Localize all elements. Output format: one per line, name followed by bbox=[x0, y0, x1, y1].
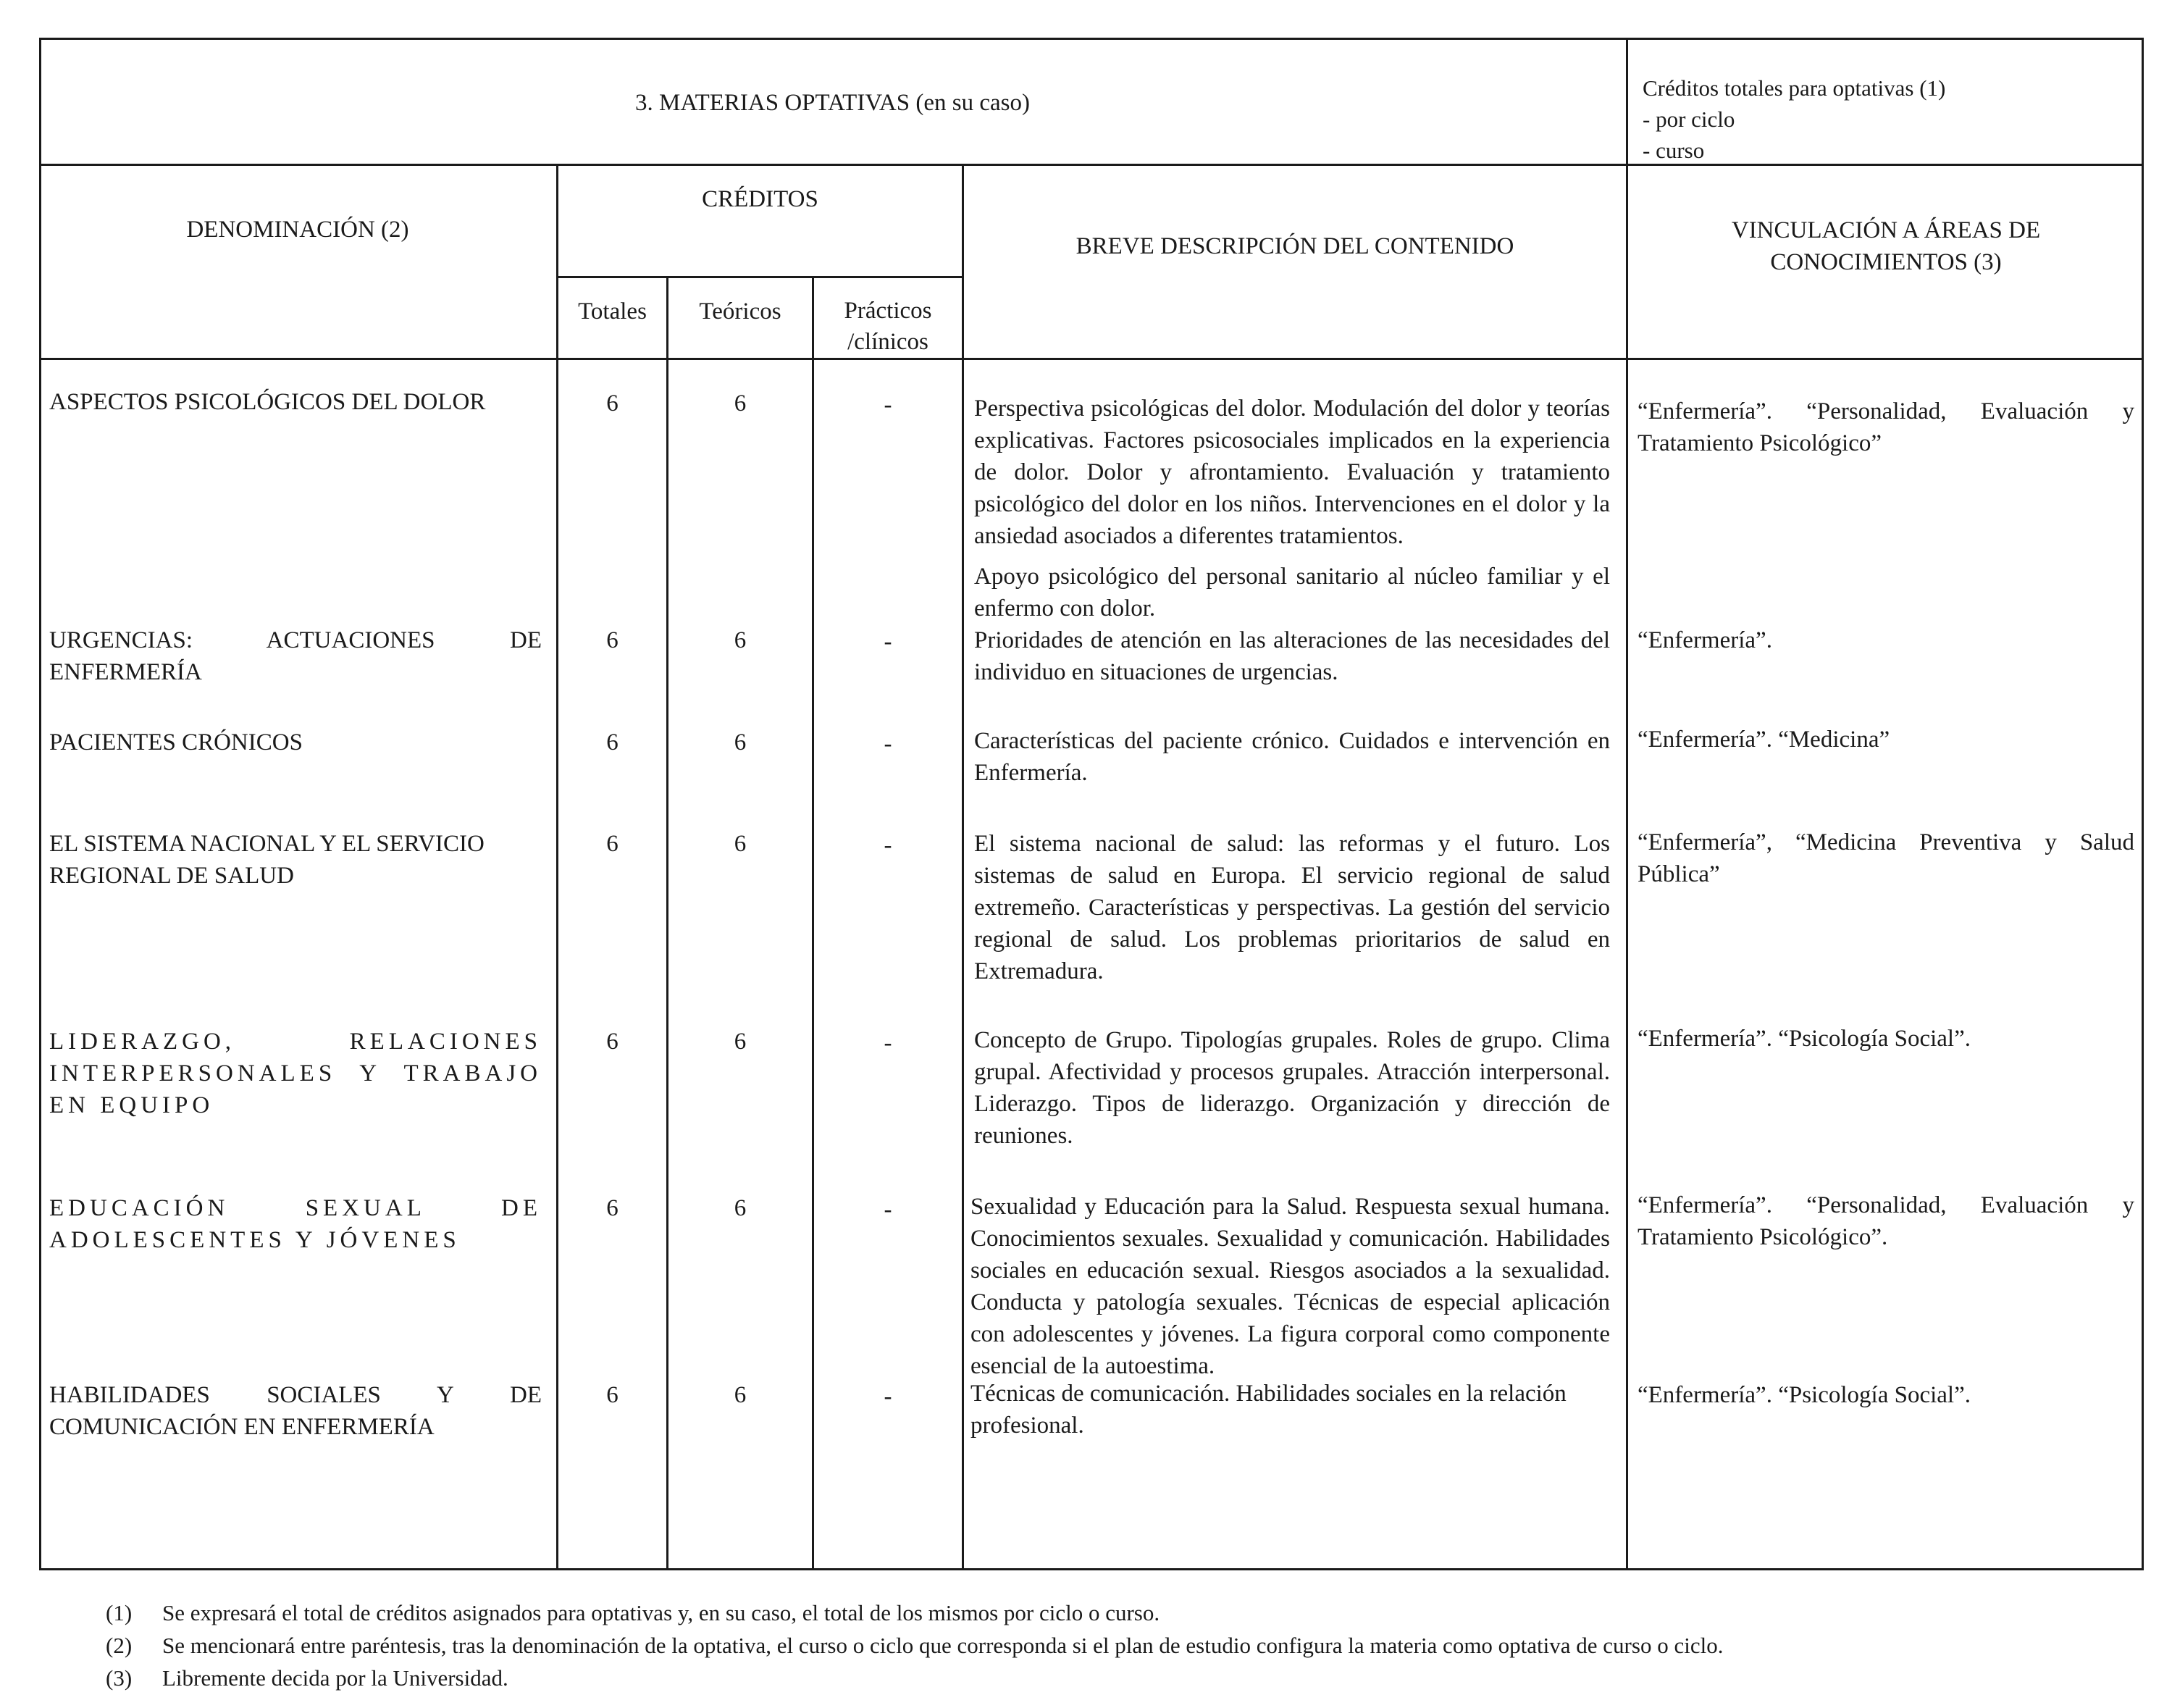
row-areas: “Enfermería”. “Personalidad, Evaluación y Tratamiento Psicológico”. bbox=[1638, 1192, 2134, 1250]
row-totales: 6 bbox=[606, 1195, 619, 1221]
row-areas: “Enfermería”, “Medicina Preventiva y Salud Pública” bbox=[1638, 829, 2134, 887]
footnote-text: Se expresará el total de créditos asignados para optativas y, en su caso, el total de los mismos por ciclo o curso. bbox=[162, 1600, 1160, 1625]
row-name: HABILIDADES SOCIALES Y DE COMUNICACIÓN EN ENFERMERÍA bbox=[49, 1382, 542, 1440]
row-totales: 6 bbox=[606, 1029, 619, 1055]
column-header-practicos-line: /clínicos bbox=[847, 329, 928, 355]
row-teoricos: 6 bbox=[734, 390, 747, 416]
row-practicos: - bbox=[884, 629, 892, 655]
row-areas: “Enfermería”. bbox=[1638, 627, 1772, 653]
row-teoricos: 6 bbox=[734, 831, 747, 857]
row-teoricos: 6 bbox=[734, 729, 747, 755]
row-teoricos: 6 bbox=[734, 1382, 747, 1408]
column-header-denominacion: DENOMINACIÓN (2) bbox=[186, 217, 409, 243]
credits-note bbox=[1643, 72, 2135, 166]
row-totales: 6 bbox=[606, 627, 619, 653]
row-description: Características del paciente crónico. Cuidados e intervención en Enfermería. bbox=[974, 728, 1610, 786]
divider-totales bbox=[666, 276, 668, 1570]
row-name: PACIENTES CRÓNICOS bbox=[49, 729, 303, 755]
column-header-bottom-rule bbox=[39, 358, 2144, 360]
row-description: Prioridades de atención en las alteraciones de las necesidades del individuo en situaciones de urgencias. bbox=[974, 627, 1610, 685]
row-description bbox=[974, 393, 1610, 624]
section-title: 3. MATERIAS OPTATIVAS (en su caso) bbox=[635, 90, 1030, 116]
row-areas: “Enfermería”. “Psicología Social”. bbox=[1638, 1026, 1971, 1052]
credits-note-line: - curso bbox=[1643, 138, 1705, 163]
column-header-practicos-line: Prácticos bbox=[844, 298, 932, 324]
row-teoricos: 6 bbox=[734, 1195, 747, 1221]
divider-teoricos bbox=[812, 276, 814, 1570]
row-totales: 6 bbox=[606, 729, 619, 755]
column-header-descripcion: BREVE DESCRIPCIÓN DEL CONTENIDO bbox=[1075, 233, 1514, 259]
row-description-text: Apoyo psicológico del personal sanitario al núcleo familiar y el enfermo con dolor. bbox=[974, 564, 1610, 621]
credits-subheader-divider bbox=[558, 276, 964, 278]
divider-denominacion bbox=[556, 164, 558, 1570]
row-practicos: - bbox=[884, 392, 892, 418]
column-header-vinculacion bbox=[1628, 214, 2144, 278]
footnote-text: Se mencionará entre paréntesis, tras la denominación de la optativa, el curso o ciclo que corresponda si el plan de estudio configura la materia como optativa de curso o ciclo. bbox=[162, 1633, 1724, 1658]
footnote bbox=[106, 1662, 2134, 1694]
row-description: Concepto de Grupo. Tipologías grupales. Roles de grupo. Clima grupal. Afectividad y procesos grupales. Atracción interpersonal. Liderazgo. Tipos de liderazgo. Organización y dirección de reuniones. bbox=[974, 1027, 1610, 1149]
credits-note-line: Créditos totales para optativas (1) bbox=[1643, 75, 1946, 101]
column-header-vinculacion-line: CONOCIMIENTOS (3) bbox=[1770, 249, 2002, 275]
row-totales: 6 bbox=[606, 1382, 619, 1408]
footnote bbox=[106, 1597, 2134, 1629]
row-teoricos: 6 bbox=[734, 1029, 747, 1055]
row-practicos: - bbox=[884, 1383, 892, 1410]
row-description: Técnicas de comunicación. Habilidades sociales en la relación profesional. bbox=[970, 1381, 1567, 1439]
column-header-totales: Totales bbox=[578, 298, 647, 325]
row-areas: “Enfermería”. “Psicología Social”. bbox=[1638, 1382, 1971, 1408]
row-practicos: - bbox=[884, 731, 892, 757]
divider-creditos bbox=[962, 164, 964, 1570]
row-teoricos: 6 bbox=[734, 627, 747, 653]
footnote-number: (3) bbox=[106, 1665, 133, 1691]
footnote-text: Libremente decida por la Universidad. bbox=[162, 1665, 508, 1691]
row-areas: “Enfermería”. “Personalidad, Evaluación y Tratamiento Psicológico” bbox=[1638, 398, 2134, 456]
column-header-creditos: CRÉDITOS bbox=[702, 186, 818, 212]
row-description-text: Perspectiva psicológicas del dolor. Modulación del dolor y teorías explicativas. Factores psicosociales implicados en la experiencia de dolor. Dolor y afrontamiento. Evaluación y tratamiento psicológico del dolor en los niños. Intervenciones en el dolor y la ansiedad asociados a diferentes tratamientos. bbox=[974, 395, 1610, 549]
row-name: ASPECTOS PSICOLÓGICOS DEL DOLOR bbox=[49, 389, 486, 415]
row-name: EDUCACIÓN SEXUAL DE ADOLESCENTES Y JÓVENES bbox=[49, 1195, 542, 1253]
row-description: El sistema nacional de salud: las reformas y el futuro. Los sistemas de salud en Europa. El servicio regional de salud extremeño. Características y perspectivas. La gestión del servicio regional de salud. Los problemas prioritarios de salud en Extremadura. bbox=[974, 831, 1610, 984]
row-name: URGENCIAS: ACTUACIONES DE ENFERMERÍA bbox=[49, 627, 542, 685]
credits-note-line: - por ciclo bbox=[1643, 106, 1735, 132]
footnote bbox=[106, 1630, 2134, 1662]
row-areas: “Enfermería”. “Medicina” bbox=[1638, 727, 1890, 753]
row-name: EL SISTEMA NACIONAL Y EL SERVICIO REGIONAL DE SALUD bbox=[49, 831, 485, 889]
column-header-teoricos: Teóricos bbox=[699, 298, 781, 325]
row-practicos: - bbox=[884, 832, 892, 858]
row-totales: 6 bbox=[606, 831, 619, 857]
column-header-practicos bbox=[814, 296, 962, 358]
column-header-vinculacion-line: VINCULACIÓN A ÁREAS DE bbox=[1731, 217, 2041, 243]
row-name: LIDERAZGO, RELACIONES INTERPERSONALES Y TRABAJO EN EQUIPO bbox=[49, 1029, 542, 1118]
row-description: Sexualidad y Educación para la Salud. Respuesta sexual humana. Conocimientos sexuales. Sexualidad y comunicación. Habilidades sociales en educación sexual. Riesgos asociados a la sexualidad. Conducta y patología sexuales. Técnicas de especial aplicación con adolescentes y jóvenes. La figura corporal como componente esencial de la autoestima. bbox=[970, 1194, 1610, 1379]
footnote-number: (2) bbox=[106, 1633, 133, 1658]
row-totales: 6 bbox=[606, 390, 619, 416]
row-practicos: - bbox=[884, 1030, 892, 1056]
row-practicos: - bbox=[884, 1197, 892, 1223]
footnote-number: (1) bbox=[106, 1600, 133, 1625]
